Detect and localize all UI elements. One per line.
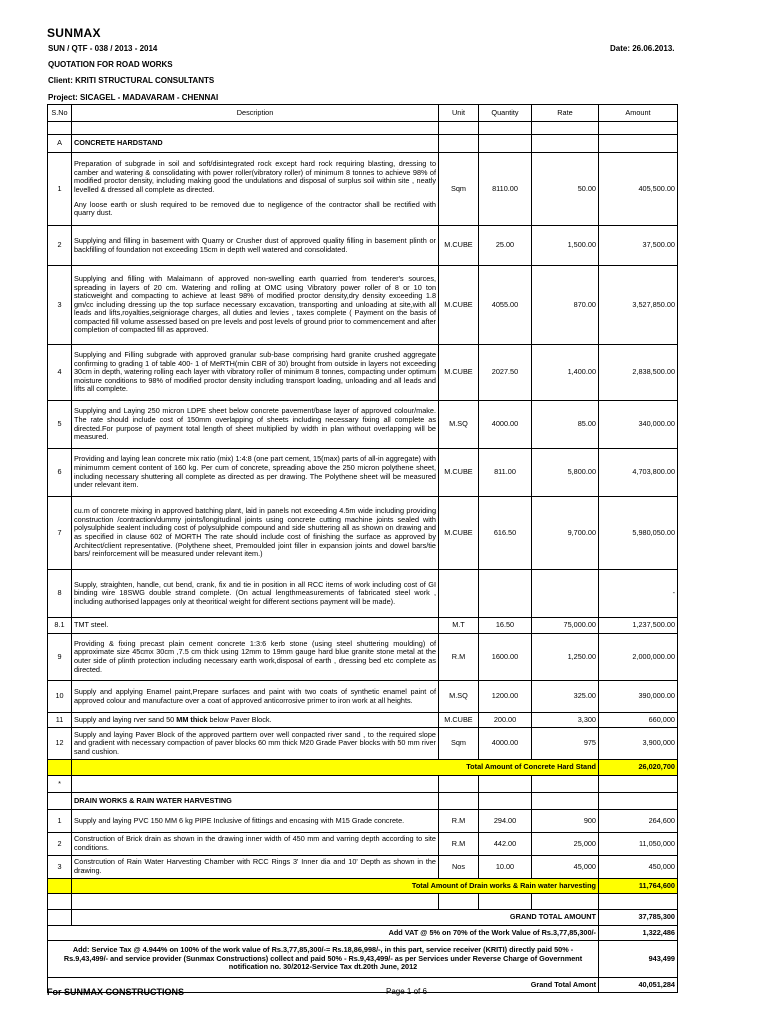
item-sno: 2 bbox=[48, 833, 72, 856]
item-description: cu.m of concrete mixing in approved batching plant, laid in panels not exceeding 4.5m wide including providing construction /contraction/dummy joints/longitudinal joints using concrete cutting machine joints sealed with polysulphide sealent including cost of polysulphide compound and side shuttering all as shown on drawing and as specified in clause 602 of MORTH The rate should include cost of finishing the surface as approved by Architect/client representative. (Polythene sheet, Premoulded joint filler in expansion joints and dowel bars/tie bars/ reinforcement will be measured under relevant item.) bbox=[72, 497, 439, 570]
section-title: DRAIN WORKS & RAIN WATER HARVESTING bbox=[72, 793, 439, 810]
table-row bbox=[48, 618, 678, 634]
item-sno: 12 bbox=[48, 728, 72, 760]
col-header-description: Description bbox=[72, 105, 439, 122]
item-quantity: 294.00 bbox=[479, 810, 532, 833]
item-description-note: Any loose earth or slush required to be removed due to negligence of the contractor shall be rectified with quarry dust. bbox=[74, 199, 436, 218]
service-tax-row bbox=[48, 941, 678, 978]
item-description: Supply and applying Enamel paint,Prepare surfaces and paint with two coats of synthetic enamel paint of approved colour and manufacture over a coat of approved anticorrosive primer to iron work at all heights. bbox=[72, 681, 439, 713]
item-rate: 75,000.00 bbox=[532, 618, 599, 634]
item-quantity: 442.00 bbox=[479, 833, 532, 856]
item-quantity: 16.50 bbox=[479, 618, 532, 634]
col-header-sno: S.No bbox=[48, 105, 72, 122]
item-rate: 45,000 bbox=[532, 856, 599, 879]
vat-amount: 1,322,486 bbox=[599, 926, 678, 941]
item-sno: 4 bbox=[48, 345, 72, 401]
item-quantity: 25.00 bbox=[479, 226, 532, 266]
item-unit: M.CUBE bbox=[439, 266, 479, 345]
item-unit: M.CUBE bbox=[439, 449, 479, 497]
item-amount: 2,838,500.00 bbox=[599, 345, 678, 401]
item-rate bbox=[532, 570, 599, 618]
table-row bbox=[48, 810, 678, 833]
item-amount: 37,500.00 bbox=[599, 226, 678, 266]
table-row bbox=[48, 634, 678, 681]
vat-label: Add VAT @ 5% on 70% of the Work Value of Rs.3,77,85,300/- bbox=[48, 926, 599, 941]
item-description-text: Preparation of subgrade in soil and soft/disintegrated rock except hard rock requiring blasting, dressing to camber and watering & consolidating with power roller(vibratory roller) of minimum 8 tonnes to achieve 98% of modified proctor density, including making good the undulations and disposal of surplus soil within site , neatly levelled & dressed all complete as directed. bbox=[74, 159, 436, 194]
item-quantity: 2027.50 bbox=[479, 345, 532, 401]
table-row bbox=[48, 681, 678, 713]
item-amount: 2,000,000.00 bbox=[599, 634, 678, 681]
item-quantity: 4000.00 bbox=[479, 401, 532, 449]
item-sno: 3 bbox=[48, 266, 72, 345]
item-sno: 9 bbox=[48, 634, 72, 681]
item-description: Supplying and filling with Malaimann of approved non-swelling earth quarried from tenderer's sources, spreading in layers of 20 cm. Watering and rolling at OMC using Vibratory power roller of 8 or 10 ton staticweight and compacting to achieve at least 98% of modified proctor density,dry density exceeding 1.8 gm/cc including dressing up the top surface necessary excavation, transporting and unloading at site,with all leads and lifts,royalties,seigniorage charges, all duties and levies , taxes complete ( Payment on the basis of compacted fill volume assessed based on pre levels and post levels of ground prior to commencement and after completion of compacted fill as approved. bbox=[72, 266, 439, 345]
section-title: CONCRETE HARDSTAND bbox=[72, 135, 439, 153]
table-header-row bbox=[48, 105, 678, 122]
item-sno: 5 bbox=[48, 401, 72, 449]
table-row bbox=[48, 833, 678, 856]
item-unit: Sqm bbox=[439, 153, 479, 226]
item-unit: Nos bbox=[439, 856, 479, 879]
grand-total-row bbox=[48, 910, 678, 926]
section-total-row bbox=[48, 760, 678, 776]
item-sno: 11 bbox=[48, 713, 72, 728]
item-quantity: 200.00 bbox=[479, 713, 532, 728]
col-header-rate: Rate bbox=[532, 105, 599, 122]
table-row bbox=[48, 856, 678, 879]
table-row bbox=[48, 713, 678, 728]
service-tax-amount: 943,499 bbox=[599, 941, 678, 978]
item-rate: 50.00 bbox=[532, 153, 599, 226]
item-rate: 85.00 bbox=[532, 401, 599, 449]
page-number: Page 1 of 6 bbox=[386, 987, 427, 996]
item-amount: 4,703,800.00 bbox=[599, 449, 678, 497]
item-unit bbox=[439, 570, 479, 618]
item-quantity: 4055.00 bbox=[479, 266, 532, 345]
table-row bbox=[48, 345, 678, 401]
item-rate: 1,250.00 bbox=[532, 634, 599, 681]
item-amount: 660,000 bbox=[599, 713, 678, 728]
item-rate: 1,500.00 bbox=[532, 226, 599, 266]
item-quantity: 1600.00 bbox=[479, 634, 532, 681]
item-description-emphasis: MM thick bbox=[176, 714, 208, 724]
item-description: Providing and laying lean concrete mix ratio (mix) 1:4:8 (one part cement, 15(max) parts of all-in aggregate) with minimumm cement content of 160 kg. Per cum of concrete, spreading above the 250 micron polythene sheet, including necessary shuttering all complete as directed as per drawing. The Polythene sheet will be measured under relevant item. bbox=[72, 449, 439, 497]
item-rate: 5,800.00 bbox=[532, 449, 599, 497]
quotation-subject: QUOTATION FOR ROAD WORKS bbox=[48, 60, 173, 69]
grand-total-label: GRAND TOTAL AMOUNT bbox=[72, 910, 599, 926]
item-unit: R.M bbox=[439, 810, 479, 833]
item-sno: 2 bbox=[48, 226, 72, 266]
section-total-row bbox=[48, 879, 678, 894]
service-tax-label: Add: Service Tax @ 4.944% on 100% of the work value of Rs.3,77,85,300/-= Rs.18,86,998/-, in this part, service receiver (KRITI) directly paid 50% - Rs.9,43,499/- and service provider (Sunmax Constructions) collect and paid 50% - Rs.9,43,499/- as per Services under Reverse Charge of Government notification no. 30/2012-Service Tax dt.20th June, 2012 bbox=[48, 941, 599, 978]
item-unit: M.CUBE bbox=[439, 713, 479, 728]
item-description: TMT steel. bbox=[72, 618, 439, 634]
item-amount: - bbox=[599, 570, 678, 618]
item-description: Supply and laying PVC 150 MM 6 kg PIPE Inclusive of fittings and encasing with M15 Grade concrete. bbox=[72, 810, 439, 833]
vat-row bbox=[48, 926, 678, 941]
spacer-row bbox=[48, 122, 678, 135]
item-sno: 10 bbox=[48, 681, 72, 713]
item-rate: 900 bbox=[532, 810, 599, 833]
item-quantity: 10.00 bbox=[479, 856, 532, 879]
table-row bbox=[48, 570, 678, 618]
grand-total-amount: 37,785,300 bbox=[599, 910, 678, 926]
item-amount: 1,237,500.00 bbox=[599, 618, 678, 634]
quotation-date: Date: 26.06.2013. bbox=[610, 44, 675, 53]
table-row bbox=[48, 728, 678, 760]
final-total-amount: 40,051,284 bbox=[599, 978, 678, 993]
item-description: Supplying and filling in basement with Quarry or Crusher dust of approved quality filling in basement plinth or backfilling of foundation not exceeding 15cm in depth well watered and consolidated. bbox=[72, 226, 439, 266]
item-unit: Sqm bbox=[439, 728, 479, 760]
item-quantity: 4000.00 bbox=[479, 728, 532, 760]
item-description bbox=[72, 713, 439, 728]
item-sno: 1 bbox=[48, 810, 72, 833]
item-unit: M.CUBE bbox=[439, 345, 479, 401]
item-rate: 1,400.00 bbox=[532, 345, 599, 401]
item-quantity: 1200.00 bbox=[479, 681, 532, 713]
item-description: Supplying and Filling subgrade with approved granular sub-base comprising hard granite crushed aggregate confirming to grading 1 of table 400- 1 of MeRTH(min CBR of 30) brought from outside in layers not exceeding 30cm in depth, watering rolling each layer with vibratory roller of minimum 8 tonnes, compacting under optimum moisture conditions to 98% of modified proctor density including transport loading, unloading and all leads and lifts all complete. bbox=[72, 345, 439, 401]
item-sno: 1 bbox=[48, 153, 72, 226]
reference-number: SUN / QTF - 038 / 2013 - 2014 bbox=[48, 44, 158, 53]
signoff-text: For SUNMAX CONSTRUCTIONS bbox=[47, 987, 184, 997]
item-sno: 8 bbox=[48, 570, 72, 618]
item-sno: 6 bbox=[48, 449, 72, 497]
item-unit: M.CUBE bbox=[439, 226, 479, 266]
item-sno: 7 bbox=[48, 497, 72, 570]
section-heading-row bbox=[48, 793, 678, 810]
col-header-amount: Amount bbox=[599, 105, 678, 122]
item-sno: 3 bbox=[48, 856, 72, 879]
item-unit: M.SQ bbox=[439, 401, 479, 449]
section-code: A bbox=[48, 135, 72, 153]
item-quantity: 8110.00 bbox=[479, 153, 532, 226]
item-unit: R.M bbox=[439, 833, 479, 856]
item-description-text: Supply and laying rver sand 50 bbox=[74, 714, 177, 724]
table-row bbox=[48, 266, 678, 345]
item-description: Construction of Brick drain as shown in the drawing inner width of 450 mm and varring depth according to site conditions. bbox=[72, 833, 439, 856]
table-row bbox=[48, 449, 678, 497]
item-unit: M.SQ bbox=[439, 681, 479, 713]
item-amount: 3,900,000 bbox=[599, 728, 678, 760]
item-quantity bbox=[479, 570, 532, 618]
item-amount: 390,000.00 bbox=[599, 681, 678, 713]
item-rate: 25,000 bbox=[532, 833, 599, 856]
table-row bbox=[48, 401, 678, 449]
section-total-amount: 26,020,700 bbox=[599, 760, 678, 776]
col-header-unit: Unit bbox=[439, 105, 479, 122]
item-description bbox=[72, 153, 439, 226]
section-marker-row bbox=[48, 776, 678, 793]
item-unit: R.M bbox=[439, 634, 479, 681]
table-row bbox=[48, 226, 678, 266]
table-row bbox=[48, 497, 678, 570]
item-unit: M.T bbox=[439, 618, 479, 634]
section-heading-row bbox=[48, 135, 678, 153]
item-description: Supply and laying Paver Block of the approved parttern over well conpacted river sand , to the required slope and gradient with necessary compaction of paver blocks 60 mm thick M20 Grade Paver blocks with 50 mm river sand cushion. bbox=[72, 728, 439, 760]
table-row bbox=[48, 153, 678, 226]
item-rate: 870.00 bbox=[532, 266, 599, 345]
section-code: * bbox=[48, 776, 72, 793]
item-description-tail: below Paver Block. bbox=[207, 714, 272, 724]
item-amount: 450,000 bbox=[599, 856, 678, 879]
item-amount: 405,500.00 bbox=[599, 153, 678, 226]
item-description: Providing & fixing precast plain cement concrete 1:3:6 kerb stone (using steel shuttering moulding) of approximate size 45cmx 30cm ,7.5 cm thick using 12mm to 19mm gauge hard blue granite stone metal at the outer side of plinth protection including necessary earth work,disposal of earth , dressing bed etc complete as directed. bbox=[72, 634, 439, 681]
section-total-amount: 11,764,600 bbox=[599, 879, 678, 894]
item-rate: 3,300 bbox=[532, 713, 599, 728]
item-amount: 340,000.00 bbox=[599, 401, 678, 449]
section-total-label: Total Amount of Concrete Hard Stand bbox=[72, 760, 599, 776]
project-name: Project: SICAGEL - MADAVARAM - CHENNAI bbox=[48, 93, 219, 102]
quotation-table bbox=[47, 104, 678, 993]
item-quantity: 811.00 bbox=[479, 449, 532, 497]
company-name: SUNMAX bbox=[47, 26, 101, 40]
item-sno: 8.1 bbox=[48, 618, 72, 634]
item-description: Supply, straighten, handle, cut bend, crank, fix and tie in position in all RCC items of work including cost of GI binding wire 18SWG double strand complete. (On actual lengthmeasurements of fabricated steel work , including authorised lappages only at theoritical weight for different sections payment will be made). bbox=[72, 570, 439, 618]
item-rate: 325.00 bbox=[532, 681, 599, 713]
item-amount: 11,050,000 bbox=[599, 833, 678, 856]
client-name: Client: KRITI STRUCTURAL CONSULTANTS bbox=[48, 76, 215, 85]
item-amount: 3,527,850.00 bbox=[599, 266, 678, 345]
final-total-label: Grand Total Amont bbox=[48, 978, 599, 993]
item-description: Supplying and Laying 250 micron LDPE sheet below concrete pavement/base layer of approved colour/make. The rate should include cost of 150mm overlapping of sheets including necessary fixing all complete as directed.For purpose of payment total length of sheet multiplied by width in plan without overlapping will be measured. bbox=[72, 401, 439, 449]
item-amount: 5,980,050.00 bbox=[599, 497, 678, 570]
col-header-quantity: Quantity bbox=[479, 105, 532, 122]
item-quantity: 616.50 bbox=[479, 497, 532, 570]
item-amount: 264,600 bbox=[599, 810, 678, 833]
item-rate: 975 bbox=[532, 728, 599, 760]
section-total-label: Total Amount of Drain works & Rain water harvesting bbox=[72, 879, 599, 894]
item-rate: 9,700.00 bbox=[532, 497, 599, 570]
spacer-row bbox=[48, 894, 678, 910]
item-unit: M.CUBE bbox=[439, 497, 479, 570]
item-description: Constrcution of Rain Water Harvesting Chamber with RCC Rings 3' Inner dia and 10' Depth as shown in the drawing. bbox=[72, 856, 439, 879]
